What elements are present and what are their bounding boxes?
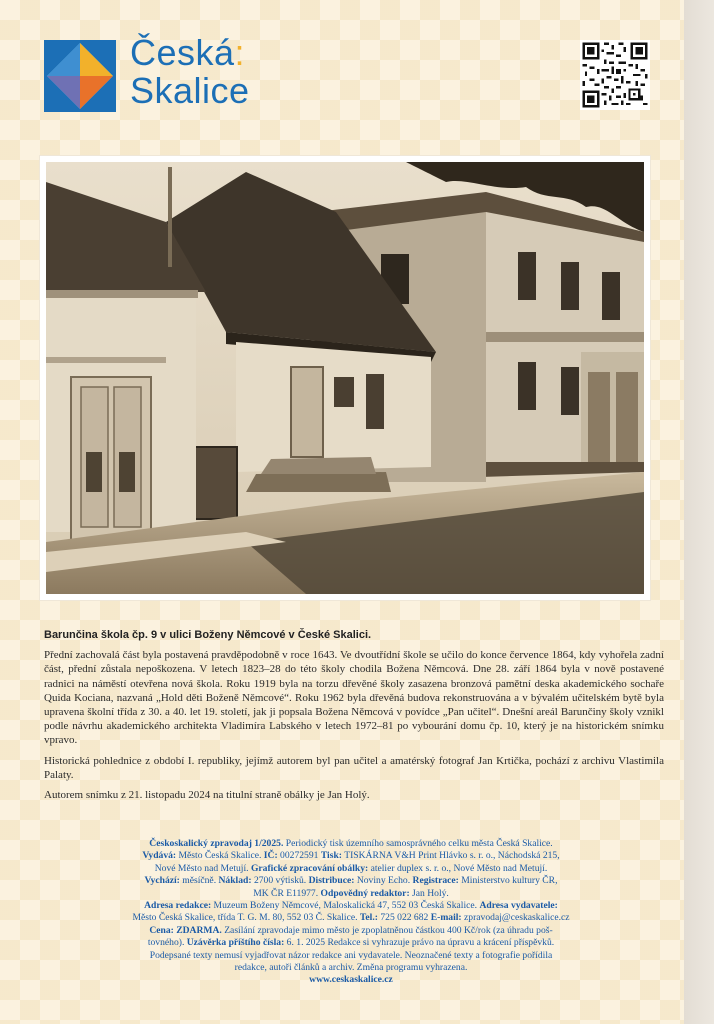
caption-paragraph-history: Přední zachovalá část byla postavená pravděpodobně v roce 1643. Ve dvoutřídní škole se učilo do konce července 1864, kdy vyhořela zadní část, přední zůstala nepoškozena. V letech 1823–28 do této školy chodila Božena Němcová. Dne 28. září 1864 byla v nově postavené radnici na náměstí otevřena nová škola. Roku 1919 byla na torzu dřevěné školy zasazena bronzová pamětní deska akademického sochaře Quida Kociana, nazvaná „Hold děti Boženě Němcové“. Roku 1962 byla dřevěná budova rekonstruována a v bývalém učitelském bytě byla upravena školní třída z 30. a 40. let 19. století, jak ji popsala Božena Němcová v povídce „Pan učitel“. Dnešní areál Barunčiny školy vznikl podle návrhu akademického architekta Vladimíra Labského v letech 1972–81 po vybourání domu čp. 10, který je na historickém snímku vpravo. [44,649,664,747]
impressum-text: Město Česká Skalice, třída T. G. M. 80, 552 03 Č. Skalice. [132,912,360,924]
impressum-label: Uzávěrka příštího čísla: [186,937,285,949]
impressum-title: Českoskalický zpravodaj 1/2025. [149,838,284,849]
impressum-label: Adresa redakce: [144,900,212,912]
impressum-text: 6. 1. 2025 Redakce si vyhrazuje právo na úpravu a krácení příspěvků. [284,937,555,949]
logo-line-2: Skalice [130,70,250,111]
impressum-text: 2700 výtisků. [251,875,309,887]
logo-line-1: Česká [130,32,235,73]
city-logo-mark-icon [44,40,116,112]
impressum-row [44,925,658,937]
impressum-row [44,888,658,900]
impressum-text: Noviny Echo. [354,875,413,887]
caption-title: Barunčina škola čp. 9 v ulici Boženy Němcové v České Skalici. [44,629,372,641]
impressum-label: Náklad: [218,875,252,887]
impressum-label: Tel.: [359,912,378,924]
impressum-row [44,863,658,875]
impressum-row [44,900,658,912]
impressum-text: 00272591 [277,850,321,862]
city-logo-text [130,34,250,110]
impressum-text: MK ČR E11977. [253,887,321,899]
logo-colon: : [234,32,246,73]
impressum [44,838,658,987]
caption-paragraph-postcard: Historická pohlednice z období I. republiky, jejímž autorem byl pan učitel a amatérský fotograf Jan Krtička, pochází z archivu Vlastimila Palaty. [44,754,664,781]
impressum-label: Distribuce: [308,875,355,887]
impressum-label: Odpovědný redaktor: [320,887,410,899]
historic-photo-icon[interactable] [46,162,644,594]
impressum-phone[interactable]: 725 022 682 [377,912,431,924]
impressum-row [44,912,658,924]
impressum-row [44,838,658,850]
impressum-text: atelier duplex s. r. o., Nové Město nad Metují. [368,862,548,874]
impressum-row [44,850,658,862]
impressum-text: tovného). [147,937,187,949]
impressum-text: Jan Holý. [409,887,449,899]
impressum-text: Město Česká Skalice. [176,850,264,862]
impressum-text: Ministerstvo kultury ČR, [458,875,558,887]
impressum-text: Nové Město nad Metují. [154,862,251,874]
qr-code-icon[interactable] [580,40,650,110]
impressum-email-link[interactable]: zpravodaj@ceskaskalice.cz [461,912,570,924]
impressum-row: Podepsané texty nemusí vyjadřovat názor redakce ani vydavatele. Neoznačené texty a fotografie pořídila [149,949,553,961]
impressum-text: Periodický tisk územního samosprávného celku města Česká Skalice. [283,838,553,849]
impressum-label: Registrace: [412,875,459,887]
impressum-label: Adresa vydavatele: [479,900,558,912]
impressum-label: Vydává: [142,850,177,862]
photo-frame [40,156,650,600]
impressum-text: Zasílání zpravodaje mimo město je zpoplatněnou částkou 400 Kč/rok (za úhradu poš- [221,924,553,936]
impressum-text: TISKÁRNA V&H Print Hlávko s. r. o., Náchodská 215, [341,850,560,862]
impressum-row [44,937,658,949]
impressum-row: redakce, autoři článků a archiv. Změna programu vyhrazena. [234,962,468,974]
impressum-label: Vychází: [144,875,180,887]
city-logo[interactable] [44,32,264,116]
page-edge-strip [684,0,714,1024]
website-link[interactable]: www.ceskaskalice.cz [309,974,393,986]
impressum-text: Muzeum Boženy Němcové, Maloskalická 47, 552 03 Česká Skalice. [211,900,480,912]
impressum-label: IČ: [263,850,278,862]
impressum-text: měsíčně. [179,875,219,887]
photo-caption [44,628,664,808]
impressum-label: Cena: ZDARMA. [149,924,222,936]
impressum-label: E-mail: [430,912,462,924]
impressum-label: Tisk: [320,850,342,862]
impressum-row [44,875,658,887]
caption-paragraph-cover-photo: Autorem snímku z 21. listopadu 2024 na titulní straně obálky je Jan Holý. [44,789,370,802]
impressum-label: Grafické zpracování obálky: [250,862,369,874]
